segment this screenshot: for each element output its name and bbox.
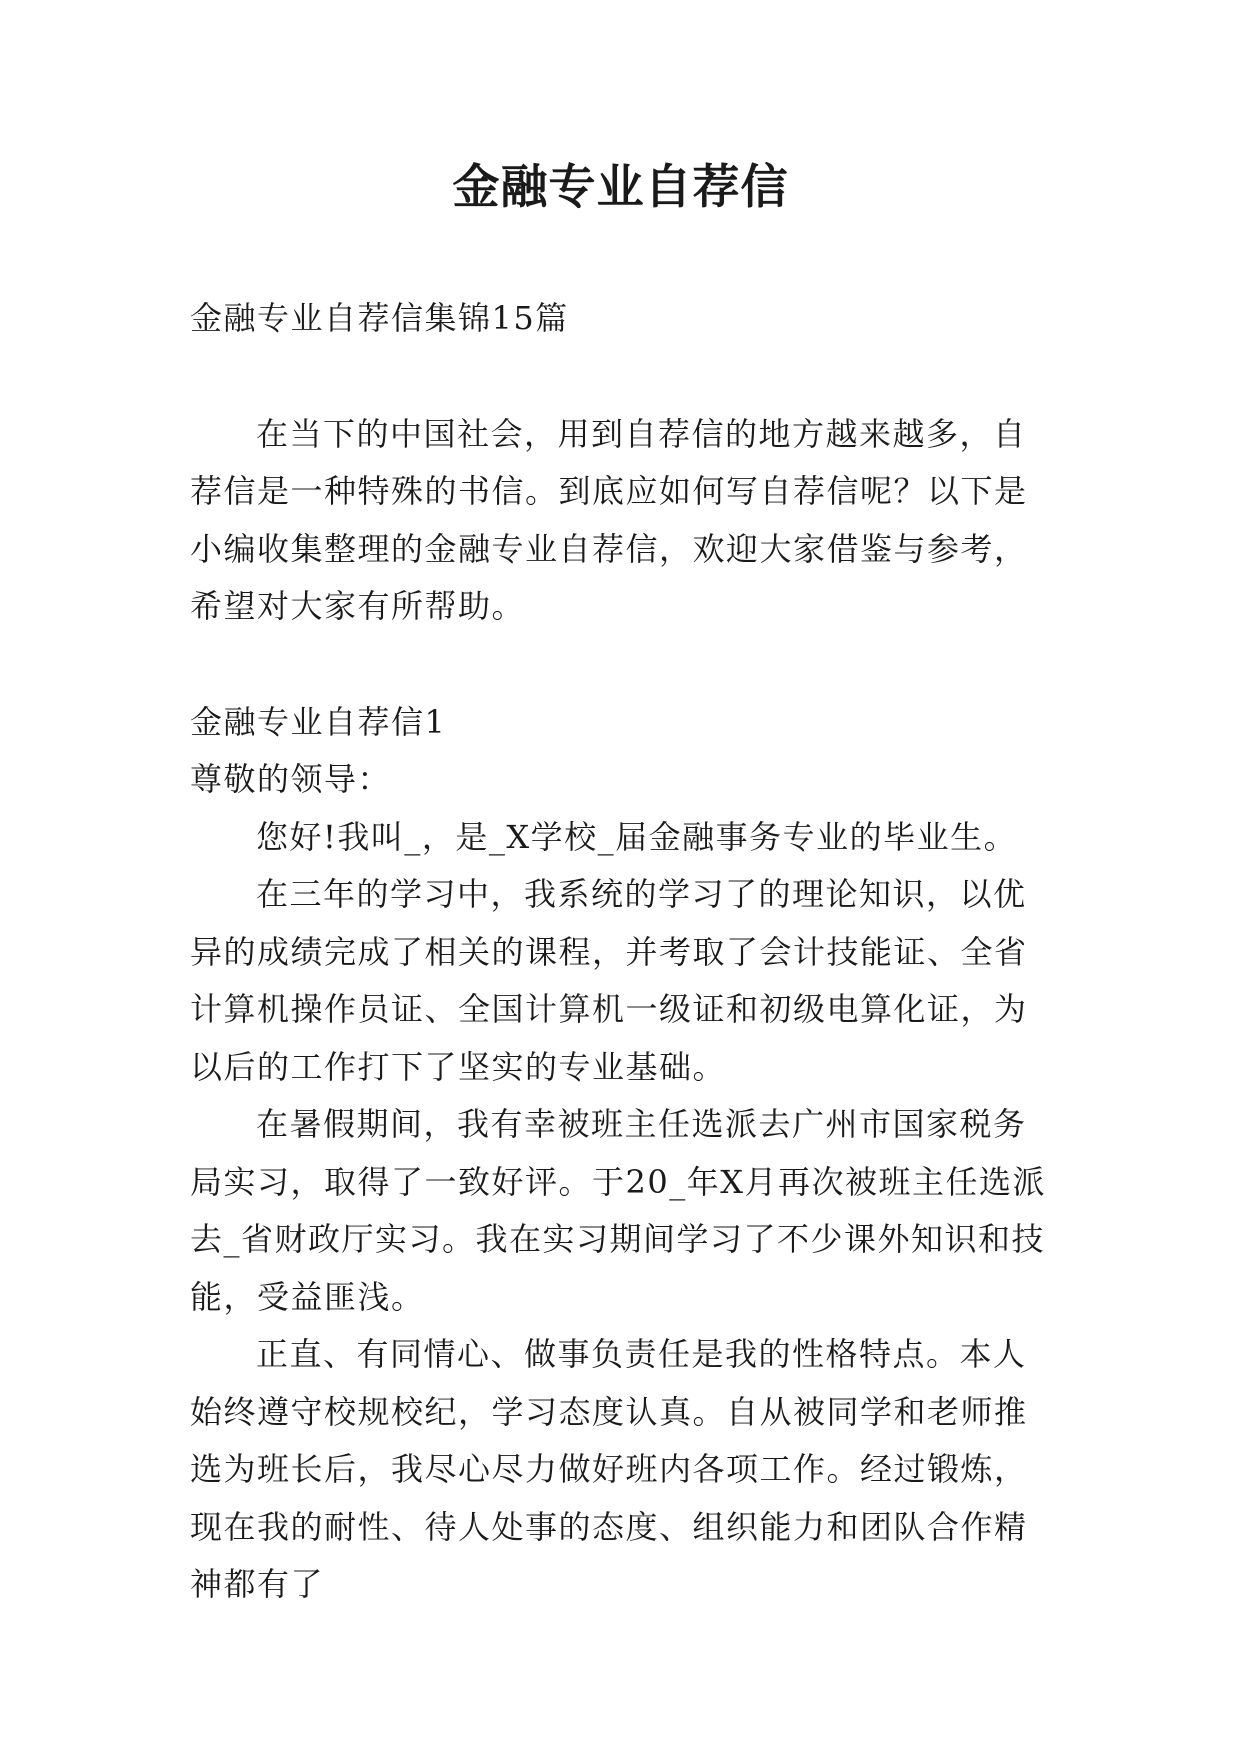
body-paragraph: 在暑假期间，我有幸被班主任选派去广州市国家税务局实习，取得了一致好评。于20_年X月再次被班主任选派去_省财政厅实习。我在实习期间学习了不少课外知识和技能，受益匪浅。 xyxy=(190,1105,1047,1316)
spacer xyxy=(190,348,1050,406)
salutation: 尊敬的领导： xyxy=(190,760,392,798)
document-title: 金融专业自荐信 xyxy=(452,160,789,215)
body-paragraph: 您好!我叫_，是_X学校_届金融事务专业的毕业生。 xyxy=(256,817,1018,856)
body-paragraph: 正直、有同情心、做事负责任是我的性格特点。本人始终遵守校规校纪，学习态度认真。自从被同学和老师推选为班长后，我尽心尽力做好班内各项工作。经过锻炼，现在我的耐性、待人处事的态度、组织能力和团队合作精神都有了 xyxy=(190,1335,1028,1603)
body-paragraph: 在三年的学习中，我系统的学习了的理论知识，以优异的成绩完成了相关的课程，并考取了会计技能证、全省计算机操作员证、全国计算机一级证和初级电算化证，为以后的工作打下了坚实的专业基础。 xyxy=(190,875,1028,1086)
document-body xyxy=(190,290,1050,1614)
section-heading: 金融专业自荐信1 xyxy=(190,702,447,741)
document-subtitle: 金融专业自荐信集锦15篇 xyxy=(190,299,569,337)
spacer xyxy=(190,636,1050,694)
intro-paragraph: 在当下的中国社会，用到自荐信的地方越来越多，自荐信是一种特殊的书信。到底应如何写自荐信呢？以下是小编收集整理的金融专业自荐信，欢迎大家借鉴与参考，希望对大家有所帮助。 xyxy=(190,414,1028,625)
